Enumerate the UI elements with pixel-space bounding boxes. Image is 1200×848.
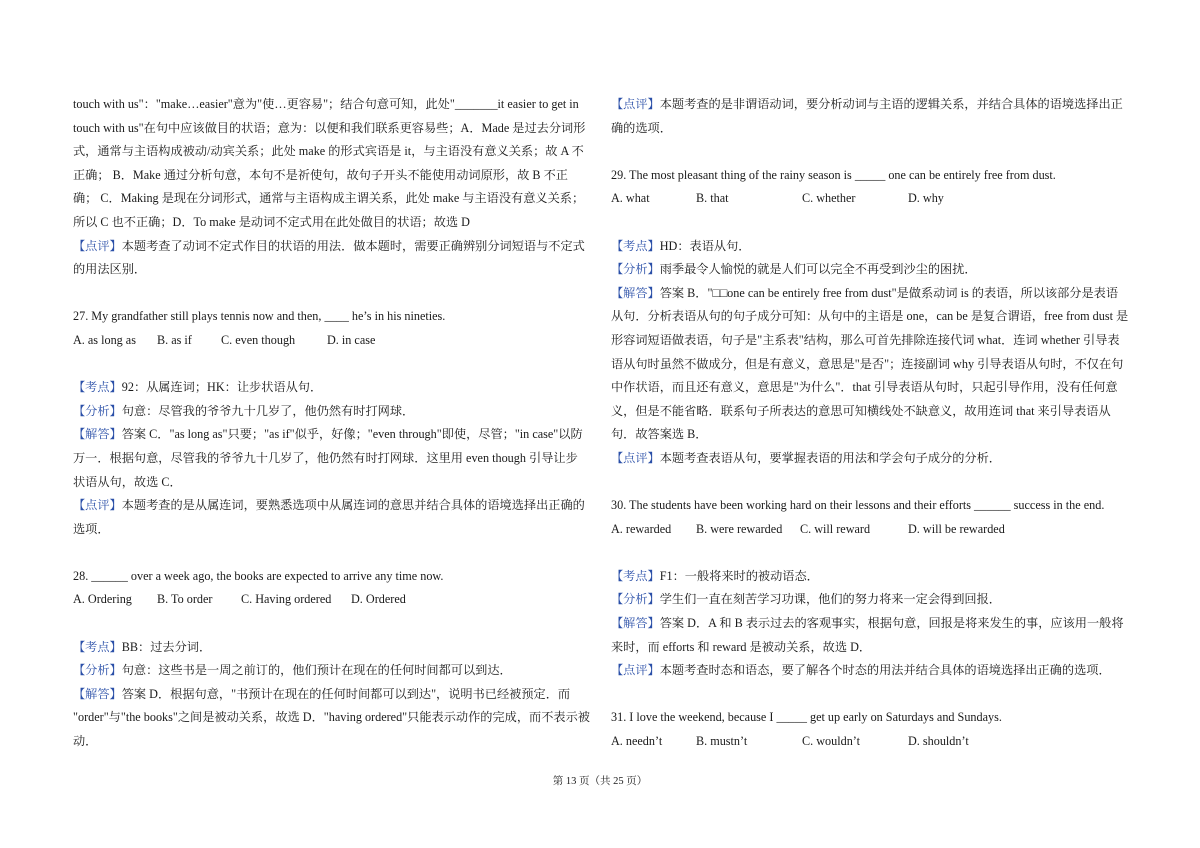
option-b: B. as if (157, 332, 192, 347)
text-line: 形容词短语做表语，句子是"主系表"结构，那么可首先排除连接代词 what．连词 whether 引导表 (611, 332, 1120, 347)
option-b: B. were rewarded (696, 521, 783, 536)
kaodian-text: 92：从属连词；HK：让步状语从句． (121, 380, 323, 395)
kaodian-tag: 【考点】 (73, 639, 122, 654)
text-line: "order"与"the books"之间是被动关系，故选 D．"having ordered"只能表示动作的完成，而不表示被 (73, 710, 590, 725)
fenxi-line (73, 400, 589, 424)
option-a: A. what (611, 191, 650, 206)
option-b: B. that (696, 191, 729, 206)
question-29-stem: 29. The most pleasant thing of the rainy season is _____ one can be entirely free from dust. (611, 167, 1056, 182)
option-c: C. Having ordered (241, 592, 332, 607)
dianping-tag: 【点评】 (611, 450, 660, 465)
option-c: C. even though (221, 332, 296, 347)
jieda-tag: 【解答】 (611, 285, 660, 300)
jieda-text: 答案 D．A 和 B 表示过去的客观事实，根据句意，回报是将来发生的事，应该用一般将 (659, 616, 1124, 631)
jieda-tag: 【解答】 (611, 616, 660, 631)
fenxi-text: 句意：尽管我的爷爷九十几岁了，他仍然有时打网球． (121, 403, 415, 418)
jieda-text: 答案 C．"as long as"只要；"as if"似乎，好像；"even through"即使，尽管；"in case"以防 (121, 427, 583, 442)
text-line: 动． (73, 734, 98, 749)
text-line: 选项． (73, 521, 110, 536)
kaodian-text: F1：一般将来时的被动语态． (659, 568, 819, 583)
option-a: A. Ordering (73, 592, 132, 607)
text-line: 所以 C 也不正确；D．To make 是动词不定式用在此处做目的状语；故选 D (73, 214, 470, 229)
dianping-line (611, 447, 1127, 471)
option-a: A. needn’t (611, 734, 663, 749)
option-d: D. why (908, 191, 944, 206)
question-30-stem: 30. The students have been working hard on their lessons and their efforts ______ success in the end. (611, 498, 1105, 513)
right-column (611, 93, 1127, 754)
option-b: B. mustn’t (696, 734, 748, 749)
fenxi-tag: 【分析】 (611, 592, 660, 607)
option-c: C. wouldn’t (802, 734, 861, 749)
jieda-tag: 【解答】 (73, 686, 122, 701)
text-line: touch with us"："make…easier"意为"使…更容易"；结合句意可知，此处"_______it easier to get in (73, 97, 579, 111)
question-31-options (611, 730, 1127, 754)
jieda-text: 答案 B．"□□one can be entirely free from dust"是做系动词 is 的表语，所以该部分是表语 (659, 285, 1119, 300)
jieda-line (73, 423, 589, 447)
jieda-line (73, 683, 589, 707)
option-c: C. will reward (800, 521, 871, 536)
text-line: 语从句时虽然不做成分，但是有意义，意思是"是否"；连接副词 why 引导表语从句时，不仅在句 (611, 356, 1124, 371)
text-line: 来时，而 efforts 和 reward 是被动关系，故选 D． (611, 639, 872, 654)
question-31-stem: 31. I love the weekend, because I _____ get up early on Saturdays and Sundays. (611, 710, 1002, 725)
option-d: D. in case (327, 332, 376, 347)
kaodian-tag: 【考点】 (611, 568, 660, 583)
kaodian-line (611, 565, 1127, 589)
option-b: B. To order (157, 592, 213, 607)
question-28-options (73, 588, 589, 612)
text-line: 状语从句，故选 C． (73, 474, 182, 489)
jieda-line (611, 282, 1127, 306)
fenxi-tag: 【分析】 (73, 403, 122, 418)
left-column (73, 93, 589, 754)
text-line: 从句．分析表语从句的句子成分可知：从句中的主语是 one，can be 是复合谓语，free from dust 是 (611, 309, 1129, 324)
fenxi-text: 学生们一直在刻苦学习功课，他们的努力将来一定会得到回报． (659, 592, 1001, 607)
jieda-text: 答案 D．根据句意，"书预计在现在的任何时间都可以到达"，说明书已经被预定．而 (121, 686, 571, 701)
dianping-line (611, 93, 1127, 117)
text-line: 中作状语，而且还有意义，意思是"为什么"．that 引导表语从句时，只起引导作用，没有任何意 (611, 380, 1118, 395)
kaodian-tag: 【考点】 (73, 380, 122, 395)
kaodian-text: BB：过去分词． (121, 639, 212, 654)
review-text: 本题考查了动词不定式作目的状语的用法．做本题时，需要正确辨别分词短语与不定式 (121, 238, 585, 253)
text-line: touch with us"在句中应该做目的状语；意为：以便和我们联系更容易些；A．Made 是过去分词形 (73, 120, 586, 135)
dianping-line (611, 659, 1127, 683)
dianping-text: 本题考查的是从属连词，要熟悉选项中从属连词的意思并结合具体的语境选择出正确的 (121, 498, 585, 513)
fenxi-tag: 【分析】 (73, 663, 122, 678)
question-29-options (611, 187, 1127, 211)
fenxi-tag: 【分析】 (611, 262, 660, 277)
kaodian-line (73, 376, 589, 400)
review-line (73, 235, 589, 259)
text-line: 确的选项． (611, 120, 672, 135)
kaodian-line (611, 235, 1127, 259)
text-line: 式，通常与主语构成被动/动宾关系；此处 make 的形式宾语是 it，与主语没有意义关系；故 A 不 (73, 144, 584, 159)
text-line: 确； C．Making 是现在分词形式，通常与主语构成主谓关系，此处 make 与主语没有意义关系； (73, 191, 585, 206)
dianping-text: 本题考查表语从句，要掌握表语的用法和学会句子成分的分析． (659, 450, 1001, 465)
question-27-options (73, 329, 589, 353)
jieda-line (611, 612, 1127, 636)
option-a: A. as long as (73, 332, 136, 347)
dianping-text: 本题考查的是非谓语动词，要分析动词与主语的逻辑关系，并结合具体的语境选择出正 (659, 97, 1123, 111)
option-c: C. whether (802, 191, 856, 206)
dianping-text: 本题考查时态和语态，要了解各个时态的用法并结合具体的语境选择出正确的选项． (659, 663, 1111, 678)
question-27-stem: 27. My grandfather still plays tennis now and then, ____ he’s in his nineties. (73, 309, 446, 324)
text-line: 句．故答案选 B． (611, 427, 708, 442)
option-a: A. rewarded (611, 521, 672, 536)
fenxi-text: 雨季最令人愉悦的就是人们可以完全不再受到沙尘的困扰． (659, 262, 977, 277)
text-line: 的用法区别． (73, 262, 147, 277)
dianping-tag: 【点评】 (611, 97, 660, 111)
dianping-line (73, 494, 589, 518)
fenxi-line (611, 258, 1127, 282)
question-28-stem: 28. ______ over a week ago, the books are expected to arrive any time now. (73, 568, 444, 583)
dianping-tag: 【点评】 (73, 498, 122, 513)
question-30-options (611, 518, 1127, 542)
kaodian-tag: 【考点】 (611, 238, 660, 253)
page-number-footer: 第 13 页（共 25 页） (552, 776, 648, 787)
fenxi-text: 句意：这些书是一周之前订的，他们预计在现在的任何时间都可以到达． (121, 663, 512, 678)
option-d: D. shouldn’t (908, 734, 969, 749)
review-tag: 【点评】 (73, 238, 122, 253)
option-d: D. Ordered (351, 592, 406, 607)
kaodian-text: HD：表语从句． (659, 238, 751, 253)
text-line: 正确； B．Make 通过分析句意，本句不是祈使句，故句子开头不能使用动词原形，故 B 不正 (73, 167, 568, 182)
kaodian-line (73, 636, 589, 660)
fenxi-line (611, 588, 1127, 612)
text-line: 万一．根据句意，尽管我的爷爷九十几岁了，他仍然有时打网球．这里用 even though 引导让步 (73, 450, 578, 465)
fenxi-line (73, 659, 589, 683)
dianping-tag: 【点评】 (611, 663, 660, 678)
jieda-tag: 【解答】 (73, 427, 122, 442)
text-line: 义，但是不能省略．联系句子所表达的意思可知横线处不缺意义，故用连词 that 来引导表语从 (611, 403, 1111, 418)
option-d: D. will be rewarded (908, 521, 1005, 536)
